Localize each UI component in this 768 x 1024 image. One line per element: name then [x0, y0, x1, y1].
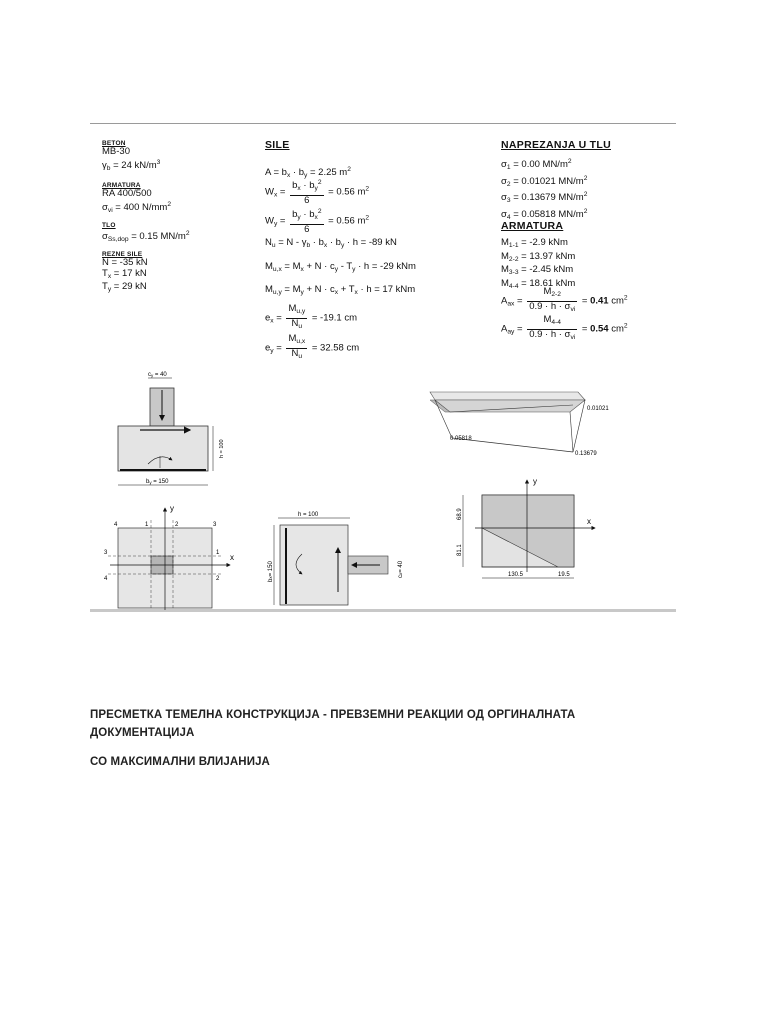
plan-y-axis: y — [170, 504, 174, 513]
elev-by-label: by = 150 — [146, 479, 169, 485]
stress-plan-x: x — [587, 517, 591, 526]
caption-line-2: ДОКУМЕНТАЦИЈА — [90, 727, 195, 739]
section-3-left: 3 — [104, 550, 108, 556]
section-4-right: 2 — [216, 576, 220, 582]
beton-header: BETON — [102, 140, 126, 147]
dim-19-5: 19.5 — [558, 572, 570, 578]
sile-ey: $e_y$ = $\frac{M_{u,x}}{N_u}$ = 32.58 cm — [265, 333, 360, 360]
beton-mb: MB-30 — [102, 146, 130, 157]
dim-130-5: 130.5 — [508, 572, 524, 578]
sile-muy: $M_{u,y} = M_y + N \cdot c_x + T_x \cdot h = 17$ kNm — [265, 284, 416, 296]
sile-wy: $W_y$ = $\frac{b_y \cdot b_x^2}{6}$ = 0.56 $m^2$ — [265, 208, 370, 235]
caption-line-1: ПРЕСМЕТКА ТЕМЕЛНА КОНСТРУКЦИЈА - ПРЕВЗЕМНИ РЕАКЦИИ ОД ОРГИНАЛНАТА — [90, 709, 576, 721]
stress-plan-y: y — [533, 477, 537, 486]
diagrams-panel — [90, 360, 676, 610]
section-4-left: 4 — [104, 576, 108, 582]
sigma-4: $\sigma_4 = 0.05818$ $MN/m^2$ — [501, 207, 588, 221]
corner-3-top: 3 — [213, 522, 217, 528]
side-bx-label: bx= 150 — [268, 561, 274, 582]
rezne-sile-block — [102, 251, 148, 296]
caption-line-3: СО МАКСИМАЛНИ ВЛИЈАНИЈА — [90, 756, 270, 768]
moment-2-2: $M_{2-2} = 13.97$ kNm — [501, 250, 576, 263]
armatura-left-header: ARMATURA — [102, 182, 141, 189]
sigma-2: $\sigma_2 = 0.01021$ $MN/m^2$ — [501, 174, 588, 188]
naprezanja-list — [501, 157, 587, 223]
tlo-sigma: $\sigma_{Ss,dop} = 0.15$ $MN/m^2$ — [102, 230, 190, 243]
stress-label-2: 0.01021 — [587, 406, 609, 412]
aay-formula: $A_{ay}$ = $\frac{M_{4-4}}{0.9 \cdot h \cdot \sigma_{vi}}$ = 0.54 $cm^2$ — [501, 314, 628, 341]
foundation-elevation — [118, 372, 225, 485]
section-2-top: 2 — [175, 522, 179, 528]
side-h-label: h = 100 — [298, 512, 319, 518]
beton-gamma: $\gamma_b = 24$ $kN/m^3$ — [102, 158, 161, 172]
armatura-left-block — [102, 182, 171, 216]
rezne-tx: $T_x = 17$ kN — [102, 267, 147, 280]
rezne-sile-header: REZNE SILE — [102, 251, 143, 258]
sigma-1: $\sigma_1 = 0.00$ $MN/m^2$ — [501, 158, 572, 171]
stress-label-3: 0.13679 — [575, 451, 597, 457]
armatura-sigma: $\sigma_{vi} = 400$ $N/mm^2$ — [102, 200, 172, 214]
stress-label-4: 0.05818 — [450, 436, 472, 442]
tlo-block — [102, 222, 190, 246]
side-cx-label: cx= 40 — [398, 560, 404, 578]
moment-4-4: $M_{4-4} = 18.61$ kNm — [501, 277, 576, 290]
rezne-ty: $T_y = 29$ kN — [102, 281, 147, 293]
rezne-n: N = -35 kN — [102, 257, 148, 268]
foundation-side-view — [268, 512, 404, 605]
moment-1-1: $M_{1-1} = -2.9$ kNm — [501, 237, 568, 249]
sile-mux: $M_{u,x} = M_x + N \cdot c_y - T_y \cdot h = -29$ kNm — [265, 261, 416, 273]
stress-plan-view — [457, 477, 595, 578]
dim-68-9: 68.9 — [457, 508, 463, 520]
sile-nu: $N_u = N - \gamma_b \cdot b_x \cdot b_y \cdot h = -89$ kN — [265, 237, 397, 249]
naprezanja-header: NAPREZANJA U TLU — [501, 139, 611, 151]
elev-h-label: h = 100 — [219, 439, 225, 458]
armatura-right-header: ARMATURA — [501, 220, 564, 232]
moment-3-3: $M_{3-3} = -2.45$ kNm — [501, 264, 574, 276]
sigma-3: $\sigma_3 = 0.13679$ $MN/m^2$ — [501, 191, 588, 204]
plan-x-axis: x — [230, 553, 234, 562]
moment-list — [501, 238, 575, 292]
sheet-top-rule — [90, 123, 676, 124]
stress-distribution-3d — [430, 392, 609, 457]
tlo-header: TLO — [102, 222, 116, 229]
sile-ex: $e_x$ = $\frac{M_{u,y}}{N_u}$ = -19.1 cm — [265, 303, 358, 330]
armatura-ra: RA 400/500 — [102, 188, 152, 199]
sile-header: SILE — [265, 139, 290, 151]
corner-4-top: 4 — [114, 522, 118, 528]
elev-cy-label: cy = 40 — [148, 372, 167, 378]
beton-block — [102, 140, 160, 174]
foundation-plan-sections — [104, 504, 234, 610]
section-3-right: 1 — [216, 550, 220, 556]
section-1-top: 1 — [145, 522, 149, 528]
sile-wx: $W_x$ = $\frac{b_x \cdot b_y^2}{6}$ = 0.56 $m^2$ — [265, 179, 370, 206]
aax-formula: $A_{ax}$ = $\frac{M_{2-2}}{0.9 \cdot h \cdot \sigma_{vi}}$ = 0.41 $cm^2$ — [501, 286, 628, 313]
sile-area: $A = b_x \cdot b_y = 2.25$ $m^2$ — [265, 166, 351, 179]
dim-81-1: 81.1 — [457, 544, 463, 556]
